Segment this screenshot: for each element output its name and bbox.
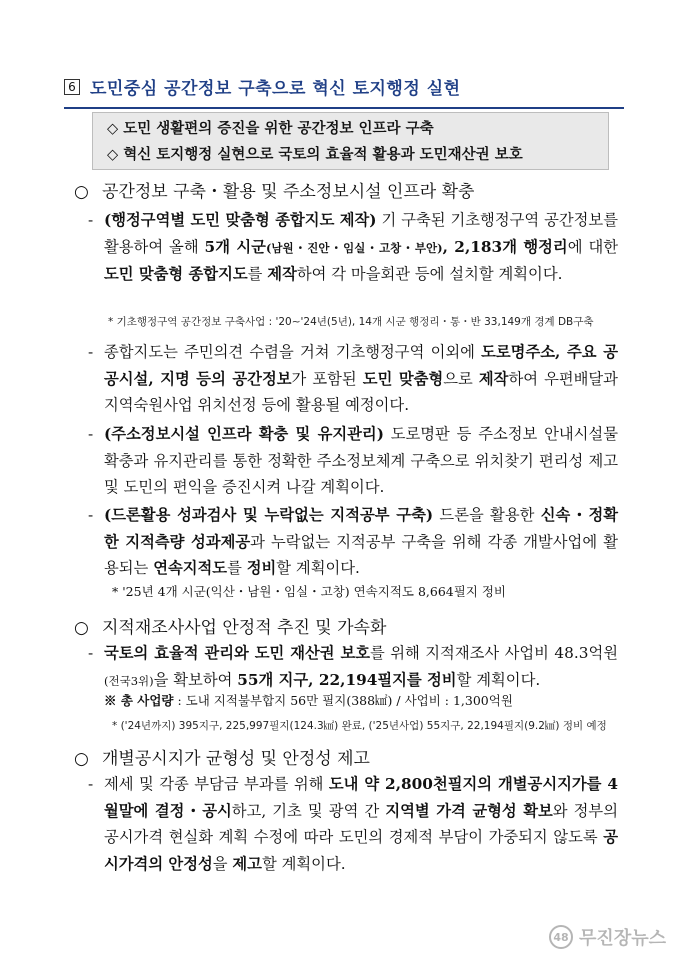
dash-marker: - (88, 211, 94, 229)
heading-number: 6 (64, 79, 80, 95)
dash-marker: - (88, 644, 94, 662)
circle-marker: ○ (74, 182, 89, 202)
section-title: ○ 지적재조사사업 안정적 추진 및 가속화 (74, 618, 387, 638)
footnote: * ('24년까지) 395지구, 225,997필지(124.3㎢) 완료, ('25년사업) 55지구, 22,194필지(9.2㎢) 정비 예정 (112, 720, 607, 732)
section-title: ○ 개별공시지가 균형성 및 안정성 제고 (74, 749, 370, 769)
heading-title: 도민중심 공간정보 구축으로 혁신 토지행정 실현 (90, 79, 461, 99)
dash-marker: - (88, 506, 94, 524)
watermark (549, 924, 666, 950)
dash-marker: - (88, 775, 94, 793)
circle-marker: ○ (74, 749, 89, 769)
footnote: * '25년 4개 시군(익산・남원・임실・고창) 연속지적도 8,664필지 정비 (112, 584, 506, 599)
dash-marker: - (88, 343, 94, 361)
paragraph: - 제세 및 각종 부담금 부과를 위해 도내 약 2,800천필지의 개별공시지가를 4월말에 결정・공시하고, 기초 및 광역 간 지역별 가격 균형성 확보와 정부의 공시가격 현실화 계획 수정에 따라 도민의 경제적 부담이 가중되지 않도록 공시가격의 안정성을 제고할 계획이다. (88, 771, 618, 877)
paragraph: - 종합지도는 주민의견 수렴을 거쳐 기초행정구역 이외에 도로명주소, 주요 공공시설, 지명 등의 공간정보가 포함된 도민 맞춤형으로 제작하여 우편배달과 지역숙원사업 위치선정 등에 활용될 예정이다. (88, 339, 618, 419)
paragraph: - (행정구역별 도민 맞춤형 종합지도 제작) 기 구축된 기초행정구역 공간정보를 활용하여 올해 5개 시군(남원・진안・임실・고창・부안), 2,183개 행정리에 대한 도민 맞춤형 종합지도를 제작하여 각 마을회관 등에 설치할 계획이다. (88, 207, 618, 288)
paragraph: - (드론활용 성과검사 및 누락없는 지적공부 구축) 드론을 활용한 신속・정확한 지적측량 성과제공과 누락없는 지적공부 구축을 위해 각종 개발사업에 활용되는 연속지적도를 정비할 계획이다. (88, 502, 618, 582)
watermark-logo-icon: 48 (549, 925, 573, 949)
watermark-text: 무진장뉴스 (579, 928, 666, 949)
footnote: * 기초행정구역 공간정보 구축사업 : '20∼'24년(5년), 14개 시군 행정리・통・반 33,149개 경계 DB구축 (108, 316, 594, 328)
summary-line: ◇ 도민 생활편의 증진을 위한 공간정보 인프라 구축 (107, 121, 434, 137)
total-note: ※ 총 사업량 : 도내 지적불부합지 56만 필지(388㎢) / 사업비 : 1,300억원 (104, 693, 513, 708)
section-title: ○ 공간정보 구축・활용 및 주소정보시설 인프라 확충 (74, 182, 475, 202)
dash-marker: - (88, 425, 94, 443)
section-heading (64, 74, 624, 109)
summary-line: ◇ 혁신 토지행정 실현으로 국토의 효율적 활용과 도민재산권 보호 (107, 147, 523, 163)
paragraph: - (주소정보시설 인프라 확충 및 유지관리) 도로명판 등 주소정보 안내시설물 확충과 유지관리를 통한 정확한 주소정보체계 구축으로 위치찾기 편리성 제고 및 도민의 편익을 증진시켜 나갈 계획이다. (88, 421, 618, 501)
circle-marker: ○ (74, 618, 89, 638)
summary-box (92, 112, 609, 170)
paragraph: - 국토의 효율적 관리와 도민 재산권 보호를 위해 지적재조사 사업비 48.3억원(전국3위)을 확보하여 55개 지구, 22,194필지를 정비할 계획이다. (88, 640, 618, 694)
